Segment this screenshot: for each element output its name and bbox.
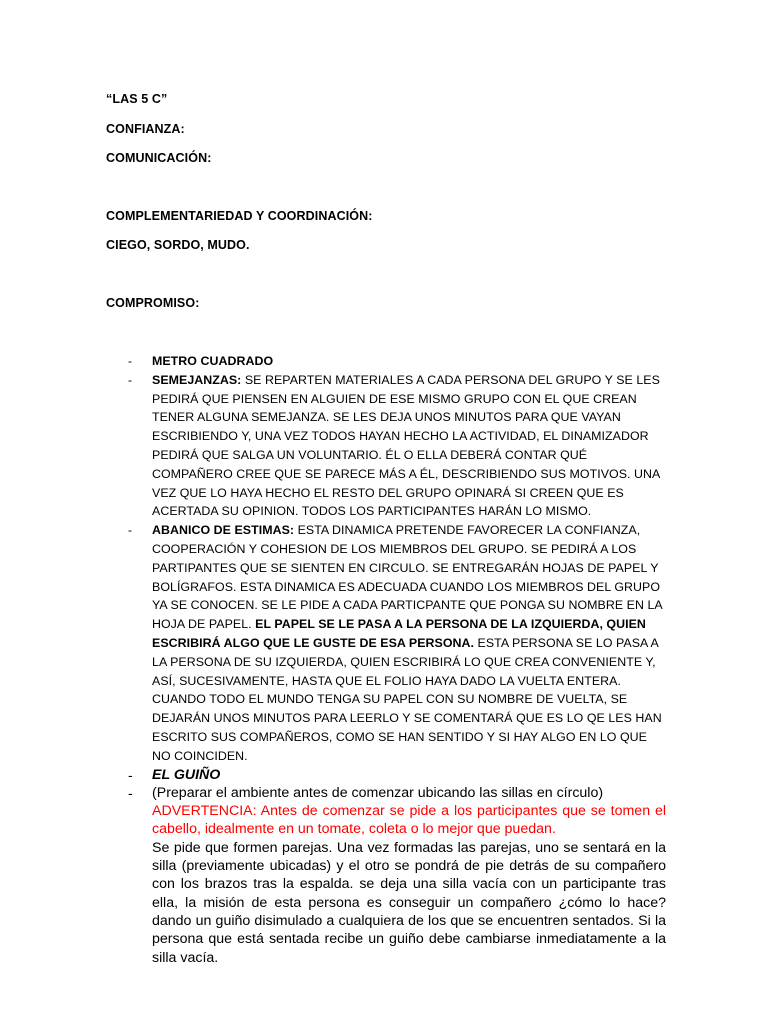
advertencia-text: ADVERTENCIA: Antes de comenzar se pide a los participantes que se tomen el cabello, idealmente en un tomate, coleta o lo mejor que puedan.: [152, 803, 666, 838]
bullet-dash: -: [128, 523, 133, 538]
abanico-text-2: ESTA PERSONA SE LO PASA A LA PERSONA DE SU IZQUIERDA, QUIEN ESCRIBIRÁ LO QUE CREA CONVENIENTE Y, ASÍ, SUCESIVAMENTE, HASTA QUE EL FOLIO HAYA DADO LA VUELTA ENTERA. CUANDO TODO EL MUNDO TENGA SU PAPEL CON SU NOMBRE DE VUELTA, SE DEJARÁN UNOS MINUTOS PARA LEERLO Y SE COMENTARÁ QUE ES LO QE LES HAN ESCRITO SUS COMPAÑEROS, COMO SE HAN SENTIDO Y SI HAY ALGO EN LO QUE NO COINCIDEN.: [152, 635, 662, 763]
abanico-text-1: ESTA DINAMICA PRETENDE FAVORECER LA CONFIANZA, COOPERACIÓN Y COHESION DE LOS MIEMBROS DEL GRUPO. SE PEDIRÁ A LOS PARTIPANTES QUE SE SIENTEN EN CIRCULO. SE ENTREGARÁN HOJAS DE PAPEL Y BOLÍGRAFOS. ESTA DINAMICA ES ADECUADA CUANDO LOS MIEMBROS DEL GRUPO YA SE CONOCEN. SE LE PIDE A CADA PARTICPANTE QUE PONGA SU NOMBRE EN LA HOJA DE PAPEL.: [152, 523, 663, 632]
metro-cuadrado-label: METRO CUADRADO: [152, 354, 274, 368]
semejanzas-text: SE REPARTEN MATERIALES A CADA PERSONA DEL GRUPO Y SE LES PEDIRÁ QUE PIENSEN EN ALGUIEN DE ESE MISMO GRUPO CON EL QUE CREAN TENER ALGUNA SEMEJANZA. SE LES DEJA UNOS MINUTOS PARA QUE VAYAN ESCRIBIENDO Y, UNA VEZ TODOS HAYAN HECHO LA ACTIVIDAD, EL DINAMIZADOR PEDIRÁ QUE SALGA UN VOLUNTARIO. ÉL O ELLA DEBERÁ CONTAR QUÉ COMPAÑERO CREE QUE SE PARECE MÁS A ÉL, DESCRIBIENDO SUS MOTIVOS. UNA VEZ QUE LO HAYA HECHO EL RESTO DEL GRUPO OPINARÁ SI CREEN QUE ES ACERTADA SU OPINION. TODOS LOS PARTICIPANTES HARÁN LO MISMO.: [152, 372, 660, 519]
semejanzas-label: SEMEJANZAS:: [152, 372, 242, 387]
heading-ciego-sordo-mudo: CIEGO, SORDO, MUDO.: [106, 238, 250, 252]
abanico-label: ABANICO DE ESTIMAS:: [152, 523, 295, 538]
preparar-text: (Preparar el ambiente antes de comenzar ubicando las sillas en círculo): [152, 784, 604, 801]
list-item-abanico-de-estimas: [106, 521, 666, 765]
list-item-guino-instructions: [106, 784, 666, 967]
bullet-dash: -: [128, 372, 133, 387]
abanico-bold-text: EL PAPEL SE LE PASA A LA PERSONA DE LA IZQUIERDA, QUIEN ESCRIBIRÁ ALGO QUE LE GUSTE DE ESA PERSONA.: [152, 617, 646, 650]
list-item-semejanzas: [106, 371, 666, 521]
list-item-el-guino: [106, 766, 666, 784]
bullet-dash: -: [128, 784, 133, 801]
bullet-dash: -: [128, 354, 133, 368]
heading-confianza: CONFIANZA:: [106, 122, 185, 136]
parejas-text: Se pide que formen parejas. Una vez formadas las parejas, uno se sentará en la silla (previamente ubicadas) y el otro se pondrá de pie detrás de su compañero con los brazos tras la espalda. se deja una silla vacía con un participante tras ella, la misión de esta persona es conseguir un compañero ¿cómo lo hace? dando un guiño disimulado a cualquiera de los que se encuentren sentados. Si la persona que está sentada recibe un guiño debe cambiarse inmediatamente a la silla vacía.: [152, 839, 666, 966]
heading-comunicacion: COMUNICACIÓN:: [106, 151, 212, 165]
bullet-dash: -: [128, 766, 133, 783]
list-item-metro-cuadrado: [106, 352, 666, 371]
el-guino-label: EL GUIÑO: [152, 766, 221, 783]
document-title: “LAS 5 C”: [106, 92, 168, 106]
heading-compromiso: COMPROMISO:: [106, 296, 200, 310]
activities-list: [106, 352, 666, 967]
heading-complementariedad: COMPLEMENTARIEDAD Y COORDINACIÓN:: [106, 209, 373, 223]
